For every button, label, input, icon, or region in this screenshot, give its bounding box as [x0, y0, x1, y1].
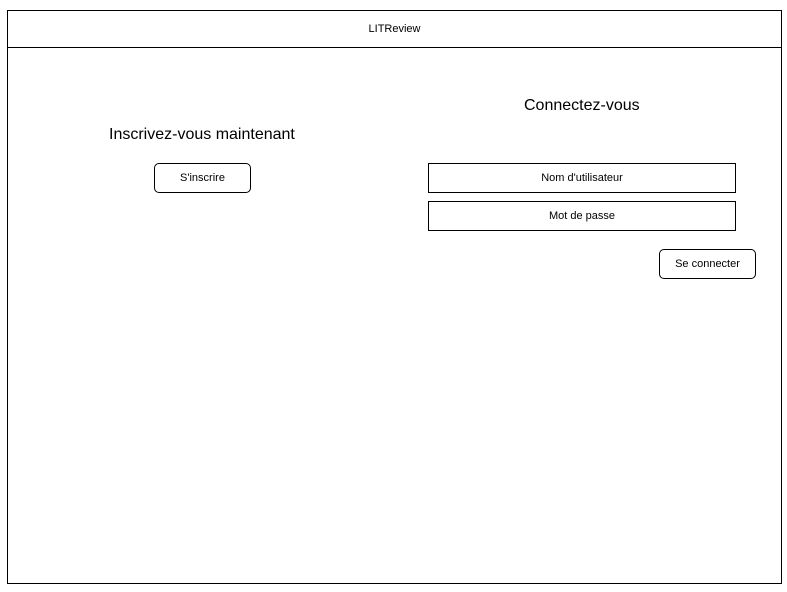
login-button-label: Se connecter: [675, 258, 740, 270]
app-header: [7, 10, 782, 48]
app-title: LITReview: [368, 22, 421, 35]
signup-button[interactable]: [154, 163, 251, 193]
login-heading: Connectez-vous: [524, 97, 640, 114]
page-frame: [7, 10, 782, 584]
username-field[interactable]: [428, 163, 736, 193]
signup-button-label: S'inscrire: [180, 172, 225, 184]
username-field-label: Nom d'utilisateur: [541, 172, 623, 184]
login-button[interactable]: [659, 249, 756, 279]
password-field-label: Mot de passe: [548, 210, 616, 222]
signup-heading: Inscrivez-vous maintenant: [109, 126, 295, 143]
password-field[interactable]: [428, 201, 736, 231]
